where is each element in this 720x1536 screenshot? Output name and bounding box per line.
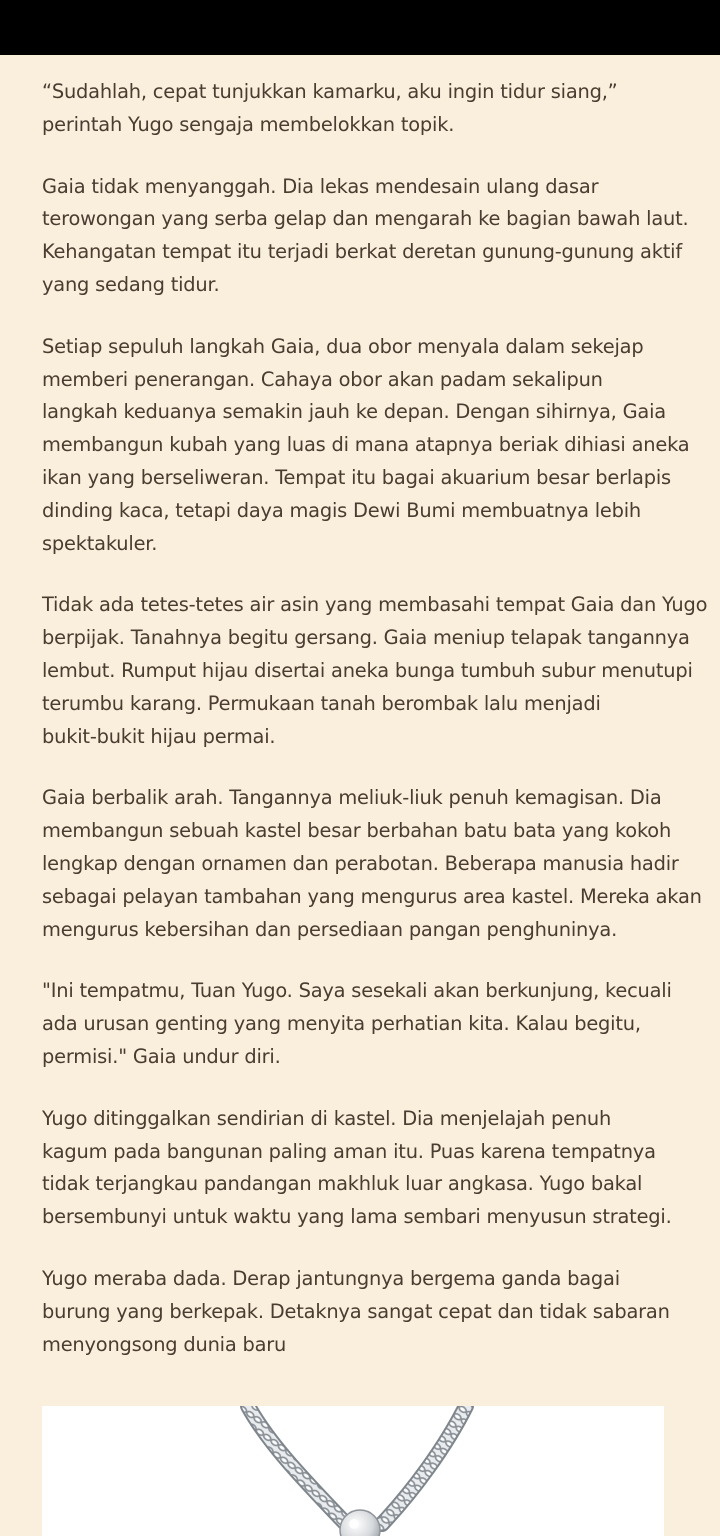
paragraph-7 [42,1103,672,1234]
text-line: "Ini tempatmu, Tuan Yugo. Saya sesekali akan berkunjung, kecuali [42,979,672,1003]
text-line: berpijak. Tanahnya begitu gersang. Gaia meniup telapak tangannya [42,626,690,650]
text-line: langkah keduanya semakin jauh ke depan. Dengan sihirnya, Gaia [42,400,666,424]
paragraph-4 [42,589,708,753]
story-text [42,76,708,1390]
paragraph-2 [42,171,689,302]
text-line: ikan yang berseliweran. Tempat itu bagai akuarium besar berlapis [42,465,671,489]
text-line: kagum pada bangunan paling aman itu. Puas karena tempatnya [42,1139,656,1163]
text-line: burung yang berkepak. Detaknya sangat cepat dan tidak sabaran [42,1299,670,1323]
text-line: yang sedang tidur. [42,272,220,296]
text-line: dinding kaca, tetapi daya magis Dewi Bumi membuatnya lebih [42,498,642,522]
text-line: membangun sebuah kastel besar berbahan batu bata yang kokoh [42,819,672,843]
text-line: terumbu karang. Permukaan tanah berombak lalu menjadi [42,691,601,715]
text-line: ada urusan genting yang menyita perhatian kita. Kalau begitu, [42,1012,641,1036]
paragraph-3 [42,331,690,561]
text-line: tidak terjangkau pandangan makhluk luar angkasa. Yugo bakal [42,1172,643,1196]
text-line: bukit-bukit hijau permai. [42,724,276,748]
text-line: Gaia tidak menyanggah. Dia lekas mendesain ulang dasar [42,174,599,198]
text-line: Gaia berbalik arah. Tangannya meliuk-liuk penuh kemagisan. Dia [42,786,662,810]
text-line: terowongan yang serba gelap dan mengarah ke bagian bawah laut. [42,207,689,231]
paragraph-6 [42,975,672,1073]
text-line: sebagai pelayan tambahan yang mengurus area kastel. Mereka akan [42,884,702,908]
text-line: Kehangatan tempat itu terjadi berkat deretan gunung-gunung aktif [42,240,682,264]
necklace-image [42,1406,664,1536]
text-line: Tidak ada tetes-tetes air asin yang membasahi tempat Gaia dan Yugo [42,593,708,617]
text-line: bersembunyi untuk waktu yang lama sembari menyusun strategi. [42,1205,672,1229]
text-line: spektakuler. [42,531,158,555]
text-line: permisi." Gaia undur diri. [42,1044,281,1068]
text-line: Yugo meraba dada. Derap jantungnya bergema ganda bagai [42,1266,620,1290]
text-line: “Sudahlah, cepat tunjukkan kamarku, aku ingin tidur siang,” [42,80,618,103]
silver-chain-necklace-icon [42,1406,664,1536]
text-line: lembut. Rumput hijau disertai aneka bunga tumbuh subur menutupi [42,658,693,682]
text-line: Setiap sepuluh langkah Gaia, dua obor menyala dalam sekejap [42,334,644,358]
text-line: mengurus kebersihan dan persediaan pangan penghuninya. [42,917,618,941]
text-line: membangun kubah yang luas di mana atapnya beriak dihiasi aneka [42,433,690,457]
text-line: menyongsong dunia baru [42,1332,287,1356]
text-line: lengkap dengan ornamen dan perabotan. Beberapa manusia hadir [42,851,679,875]
paragraph-5 [42,782,702,946]
paragraph-1 [42,76,672,142]
text-line: Yugo ditinggalkan sendirian di kastel. Dia menjelajah penuh [42,1106,612,1130]
text-line: perintah Yugo sengaja membelokkan topik. [42,112,455,136]
status-bar [0,0,720,55]
text-line: memberi penerangan. Cahaya obor akan padam sekalipun [42,367,603,391]
paragraph-8 [42,1263,672,1361]
